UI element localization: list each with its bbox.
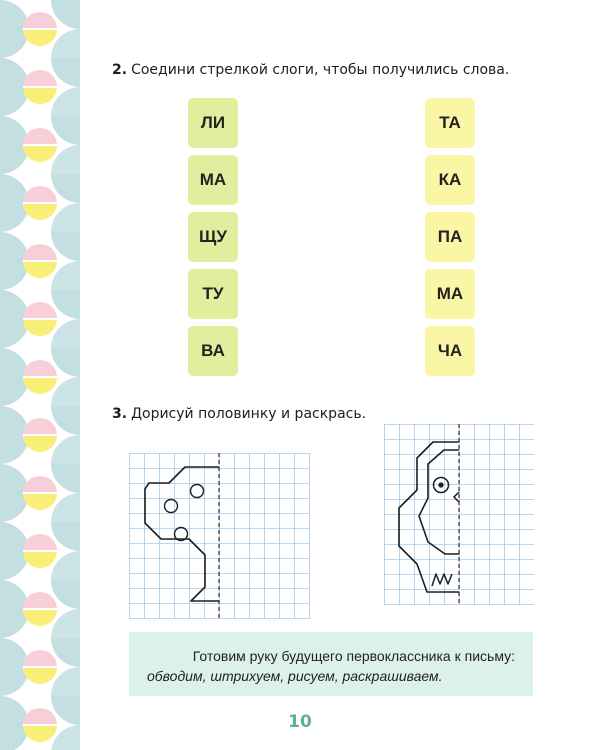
owl-face-line [419, 450, 459, 554]
task-2-title [112, 62, 509, 78]
owl-half-outline [399, 442, 459, 592]
right-syllable: КА [425, 155, 475, 205]
task-2-text: Соедини стрелкой слоги, чтобы получились слова. [131, 62, 510, 78]
left-syllable: ТУ [188, 269, 238, 319]
page-number: 10 [288, 712, 312, 732]
border-shape [23, 260, 57, 262]
border-shape [23, 724, 57, 726]
border-shape [23, 186, 57, 203]
border-shape [23, 28, 57, 30]
border-shape [23, 376, 57, 378]
left-syllable: ЛИ [188, 98, 238, 148]
task-3-text: Дорисуй половинку и раскрась. [131, 406, 367, 422]
border-shape [23, 592, 57, 609]
task-2-number: 2. [112, 62, 128, 78]
tree-half-outline [145, 467, 219, 601]
owl-foot [432, 574, 452, 586]
decorative-border [0, 0, 80, 750]
border-shape [23, 70, 57, 87]
border-shape [23, 86, 57, 88]
parent-note [129, 632, 533, 696]
grid-drawing-owl [384, 424, 534, 605]
right-syllable: МА [425, 269, 475, 319]
left-syllable: ЩУ [188, 212, 238, 262]
border-shape [23, 492, 57, 494]
owl-pupil [438, 482, 443, 487]
border-shape [23, 144, 57, 146]
right-syllable: ТА [425, 98, 475, 148]
grid-drawing-tree [129, 453, 310, 619]
right-syllable: ЧА [425, 326, 475, 376]
border-shape [23, 476, 57, 493]
border-shape [23, 244, 57, 261]
border-shape [23, 12, 57, 29]
border-shape [23, 318, 57, 320]
border-shape [23, 608, 57, 610]
border-shape [23, 202, 57, 204]
border-shape [23, 128, 57, 145]
border-shape [23, 534, 57, 551]
border-shape [23, 708, 57, 725]
note-line-1: Готовим руку будущего первоклассника к письму: [192, 648, 515, 664]
tree-circle [191, 485, 204, 498]
left-syllable: ВА [188, 326, 238, 376]
owl-beak [454, 492, 459, 502]
task-3-number: 3. [112, 406, 128, 422]
border-shape [23, 666, 57, 668]
border-shape [23, 434, 57, 436]
border-shape [23, 302, 57, 319]
tree-circle [165, 500, 178, 513]
note-line-2: обводим, штрихуем, рисуем, раскрашиваем. [147, 668, 443, 684]
border-shape [23, 650, 57, 667]
border-shape [23, 550, 57, 552]
border-shape [23, 360, 57, 377]
task-3-title [112, 406, 366, 422]
border-shape [23, 418, 57, 435]
right-syllable: ПА [425, 212, 475, 262]
left-syllable: МА [188, 155, 238, 205]
